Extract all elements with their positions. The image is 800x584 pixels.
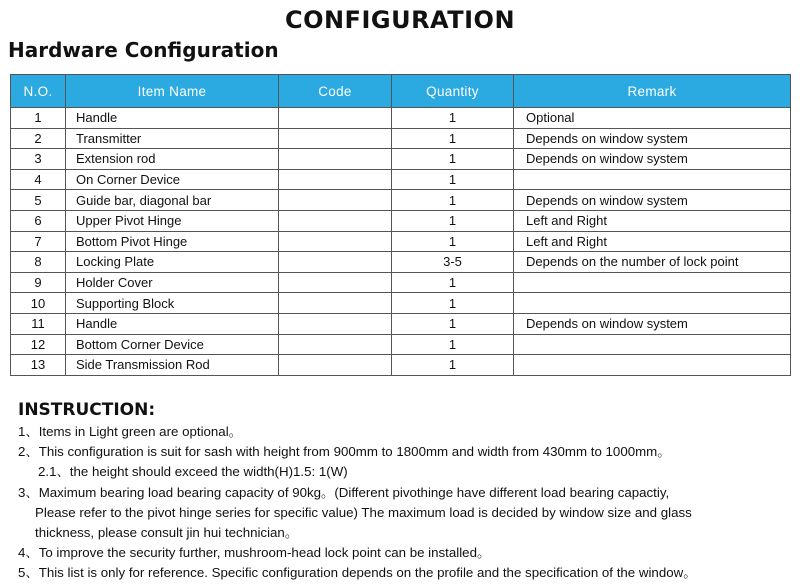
table-row	[11, 108, 791, 129]
cell-code	[279, 334, 392, 355]
instruction-line: 2、This configuration is suit for sash with height from 900mm to 1800mm and width from 430mm to 1000mm。	[18, 444, 671, 460]
cell-remark	[514, 293, 791, 314]
table-row	[11, 334, 791, 355]
cell-quantity: 1	[392, 334, 514, 355]
cell-quantity: 1	[392, 169, 514, 190]
cell-quantity: 3-5	[392, 252, 514, 273]
cell-code	[279, 128, 392, 149]
cell-code	[279, 355, 392, 376]
cell-item-name: Handle	[66, 313, 279, 334]
cell-no: 9	[11, 272, 66, 293]
instruction-line: 2.1、the height should exceed the width(H)1.5: 1(W)	[38, 464, 348, 480]
cell-code	[279, 272, 392, 293]
cell-no: 11	[11, 313, 66, 334]
instruction-title: INSTRUCTION:	[18, 400, 156, 420]
instruction-line: 1、Items in Light green are optional。	[18, 424, 242, 439]
cell-remark: Depends on the number of lock point	[514, 252, 791, 273]
cell-quantity: 1	[392, 293, 514, 314]
cell-remark	[514, 355, 791, 376]
cell-code	[279, 210, 392, 231]
cell-item-name: Bottom Pivot Hinge	[66, 231, 279, 252]
cell-no: 10	[11, 293, 66, 314]
cell-no: 3	[11, 149, 66, 170]
cell-item-name: Upper Pivot Hinge	[66, 210, 279, 231]
cell-quantity: 1	[392, 128, 514, 149]
table-row	[11, 252, 791, 273]
instruction-line: thickness, please consult jin hui technician。	[35, 525, 299, 541]
cell-no: 13	[11, 355, 66, 376]
table-row	[11, 313, 791, 334]
table-row	[11, 210, 791, 231]
cell-code	[279, 293, 392, 314]
table-row	[11, 293, 791, 314]
cell-quantity: 1	[392, 210, 514, 231]
header-no: N.O.	[11, 75, 66, 108]
table-row	[11, 169, 791, 190]
cell-quantity: 1	[392, 149, 514, 170]
header-code: Code	[279, 75, 392, 108]
cell-no: 1	[11, 108, 66, 129]
header-remark: Remark	[514, 75, 791, 108]
cell-no: 4	[11, 169, 66, 190]
instruction-line: 3、Maximum bearing load bearing capacity of 90kg。(Different pivothinge have different load bearing capactiy,	[18, 484, 670, 500]
instruction-list	[18, 422, 793, 584]
cell-item-name: Bottom Corner Device	[66, 334, 279, 355]
cell-remark: Depends on window system	[514, 313, 791, 334]
cell-item-name: Holder Cover	[66, 272, 279, 293]
cell-no: 5	[11, 190, 66, 211]
cell-quantity: 1	[392, 313, 514, 334]
cell-no: 6	[11, 210, 66, 231]
header-item-name: Item Name	[66, 75, 279, 108]
header-quantity: Quantity	[392, 75, 514, 108]
cell-remark: Left and Right	[514, 210, 791, 231]
cell-remark: Left and Right	[514, 231, 791, 252]
configuration-table	[10, 74, 791, 376]
cell-no: 12	[11, 334, 66, 355]
cell-item-name: Extension rod	[66, 149, 279, 170]
cell-item-name: Side Transmission Rod	[66, 355, 279, 376]
cell-item-name: Guide bar, diagonal bar	[66, 190, 279, 211]
cell-quantity: 1	[392, 231, 514, 252]
page-title: CONFIGURATION	[284, 6, 516, 34]
section-title: Hardware Configuration	[8, 38, 279, 62]
cell-code	[279, 149, 392, 170]
cell-quantity: 1	[392, 190, 514, 211]
table-row	[11, 231, 791, 252]
cell-item-name: Transmitter	[66, 128, 279, 149]
table-header-row	[11, 75, 791, 108]
table-row	[11, 190, 791, 211]
cell-remark	[514, 334, 791, 355]
cell-no: 2	[11, 128, 66, 149]
cell-item-name: Handle	[66, 108, 279, 129]
cell-remark: Optional	[514, 108, 791, 129]
cell-item-name: Supporting Block	[66, 293, 279, 314]
cell-quantity: 1	[392, 355, 514, 376]
cell-remark	[514, 169, 791, 190]
instruction-line: 5、This list is only for reference. Specific configuration depends on the profile and the specification of the window。	[18, 565, 697, 581]
cell-no: 8	[11, 252, 66, 273]
cell-code	[279, 252, 392, 273]
cell-remark: Depends on window system	[514, 190, 791, 211]
cell-item-name: On Corner Device	[66, 169, 279, 190]
cell-quantity: 1	[392, 108, 514, 129]
table-row	[11, 128, 791, 149]
cell-code	[279, 231, 392, 252]
cell-quantity: 1	[392, 272, 514, 293]
table-row	[11, 272, 791, 293]
cell-item-name: Locking Plate	[66, 252, 279, 273]
cell-code	[279, 108, 392, 129]
cell-remark: Depends on window system	[514, 149, 791, 170]
cell-code	[279, 169, 392, 190]
instruction-line: 4、To improve the security further, mushroom-head lock point can be installed。	[18, 545, 491, 561]
table-row	[11, 355, 791, 376]
cell-remark: Depends on window system	[514, 128, 791, 149]
cell-no: 7	[11, 231, 66, 252]
cell-code	[279, 190, 392, 211]
instruction-line: Please refer to the pivot hinge series for specific value) The maximum load is decided by window size and glass	[35, 504, 692, 520]
cell-remark	[514, 272, 791, 293]
table-row	[11, 149, 791, 170]
cell-code	[279, 313, 392, 334]
